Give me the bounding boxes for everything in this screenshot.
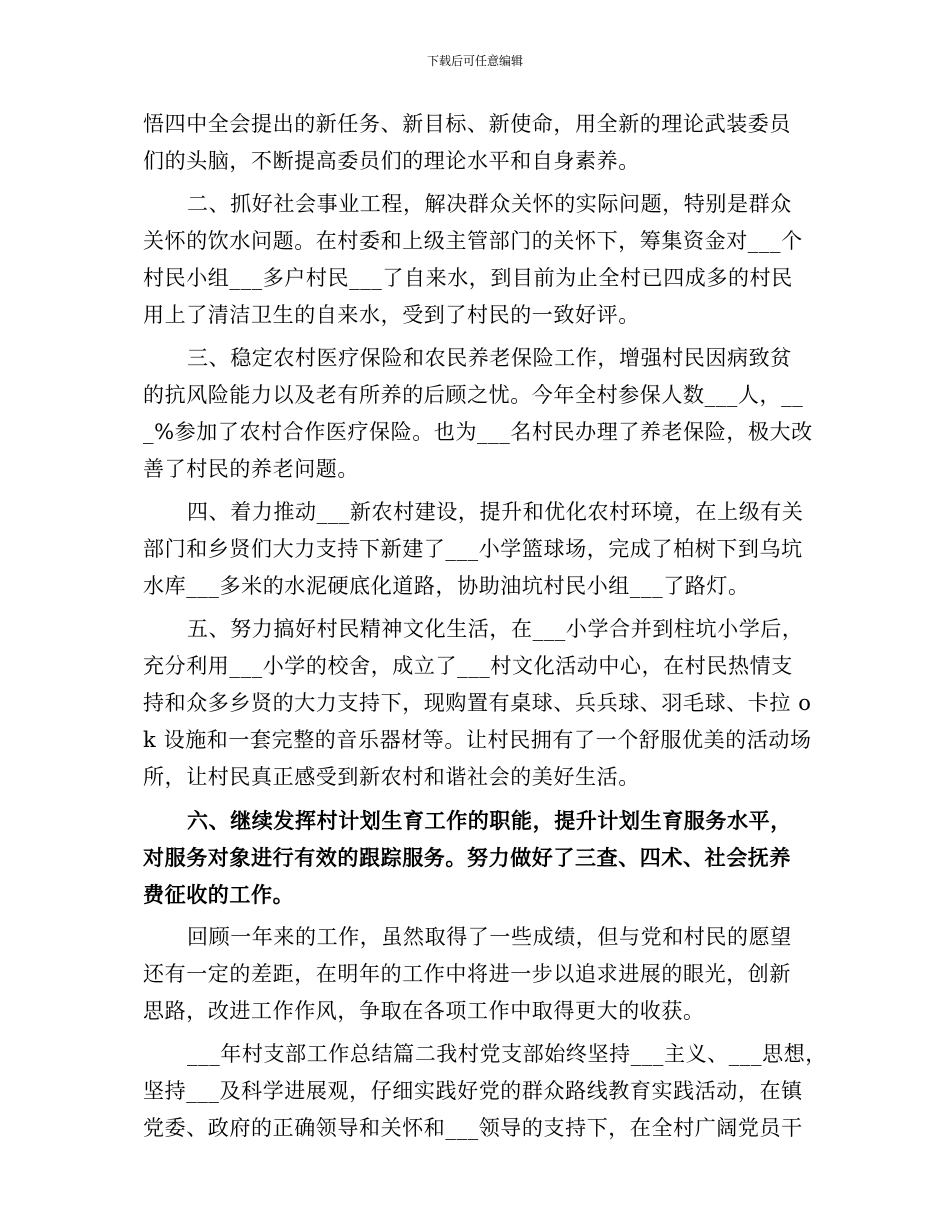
paragraph <box>143 494 813 605</box>
text-line: 对服务对象进行有效的跟踪服务。努力做好了三查、四术、社会抚养 <box>143 845 791 870</box>
text-line: k 设施和一套完整的音乐器材等。让村民拥有了一个舒服优美的活动场 <box>143 728 812 752</box>
text-line: 村民小组___多户村民___了自来水，到目前为止全村已四成多的村民 <box>143 266 793 290</box>
text-line: 四、着力推动___新农村建设，提升和优化农村环境，在上级有关 <box>187 500 804 524</box>
document-body <box>143 106 827 1147</box>
text-line: 悟四中全会提出的新任务、新目标、新使命，用全新的理论武装委员 <box>143 112 791 136</box>
text-line: 党委、政府的正确领导和关怀和___领导的支持下，在全村广阔党员干 <box>143 1116 803 1140</box>
paragraph <box>143 340 813 488</box>
text-line: 二、抓好社会事业工程，解决群众关怀的实际问题，特别是群众 <box>187 192 792 216</box>
text-line: 的抗风险能力以及老有所养的后顾之忧。今年全村参保人数___人，__ <box>143 383 804 407</box>
text-line: 充分利用___小学的校舍，成立了___村文化活动中心，在村民热情支 <box>143 654 793 678</box>
text-line: 水库___多米的水泥硬底化道路，协助油坑村民小组___了路灯。 <box>143 574 750 598</box>
text-line: 六、继续发挥村计划生育工作的职能，提升计划生育服务水平， <box>187 808 792 833</box>
paragraph <box>143 611 813 796</box>
text-line: 回顾一年来的工作，虽然取得了一些成绩，但与党和村民的愿望 <box>187 925 792 949</box>
paragraph <box>143 1036 827 1147</box>
text-line: 关怀的饮水问题。在村委和上级主管部门的关怀下，筹集资金对___个 <box>143 229 803 253</box>
text-line: 部门和乡贤们大力支持下新建了___小学篮球场，完成了柏树下到乌坑 <box>143 537 803 561</box>
text-line: 三、稳定农村医疗保险和农民养老保险工作，增强村民因病致贫 <box>187 346 792 370</box>
text-line: 还有一定的差距，在明年的工作中将进一步以追求进展的眼光，创新 <box>143 962 791 986</box>
text-line: 所，让村民真正感受到新农村和谐社会的美好生活。 <box>143 765 640 789</box>
text-line: 费征收的工作。 <box>143 882 295 907</box>
page-header: 下载后可任意编辑 <box>426 54 523 68</box>
text-line: 思路，改进工作作风，争取在各项工作中取得更大的收获。 <box>143 999 705 1023</box>
text-line: ___年村支部工作总结篇二我村党支部始终坚持___主义、___思想， <box>187 1042 827 1066</box>
text-line: _%参加了农村合作医疗保险。也为___名村民办理了养老保险，极大改 <box>143 420 813 444</box>
text-line: 们的头脑，不断提高委员们的理论水平和自身素养。 <box>143 149 640 173</box>
text-line: 坚持___及科学进展观，仔细实践好党的群众路线教育实践活动，在镇 <box>143 1079 803 1103</box>
paragraph <box>143 802 813 913</box>
paragraph <box>143 106 813 180</box>
text-line: 持和众多乡贤的大力支持下，现购置有桌球、兵兵球、羽毛球、卡拉 o <box>143 691 812 715</box>
paragraph <box>143 919 813 1030</box>
text-line: 五、努力搞好村民精神文化生活，在___小学合并到柱坑小学后， <box>187 617 804 641</box>
paragraph <box>143 186 813 334</box>
text-line: 用上了清洁卫生的自来水，受到了村民的一致好评。 <box>143 303 640 327</box>
text-line: 善了村民的养老问题。 <box>143 457 359 481</box>
